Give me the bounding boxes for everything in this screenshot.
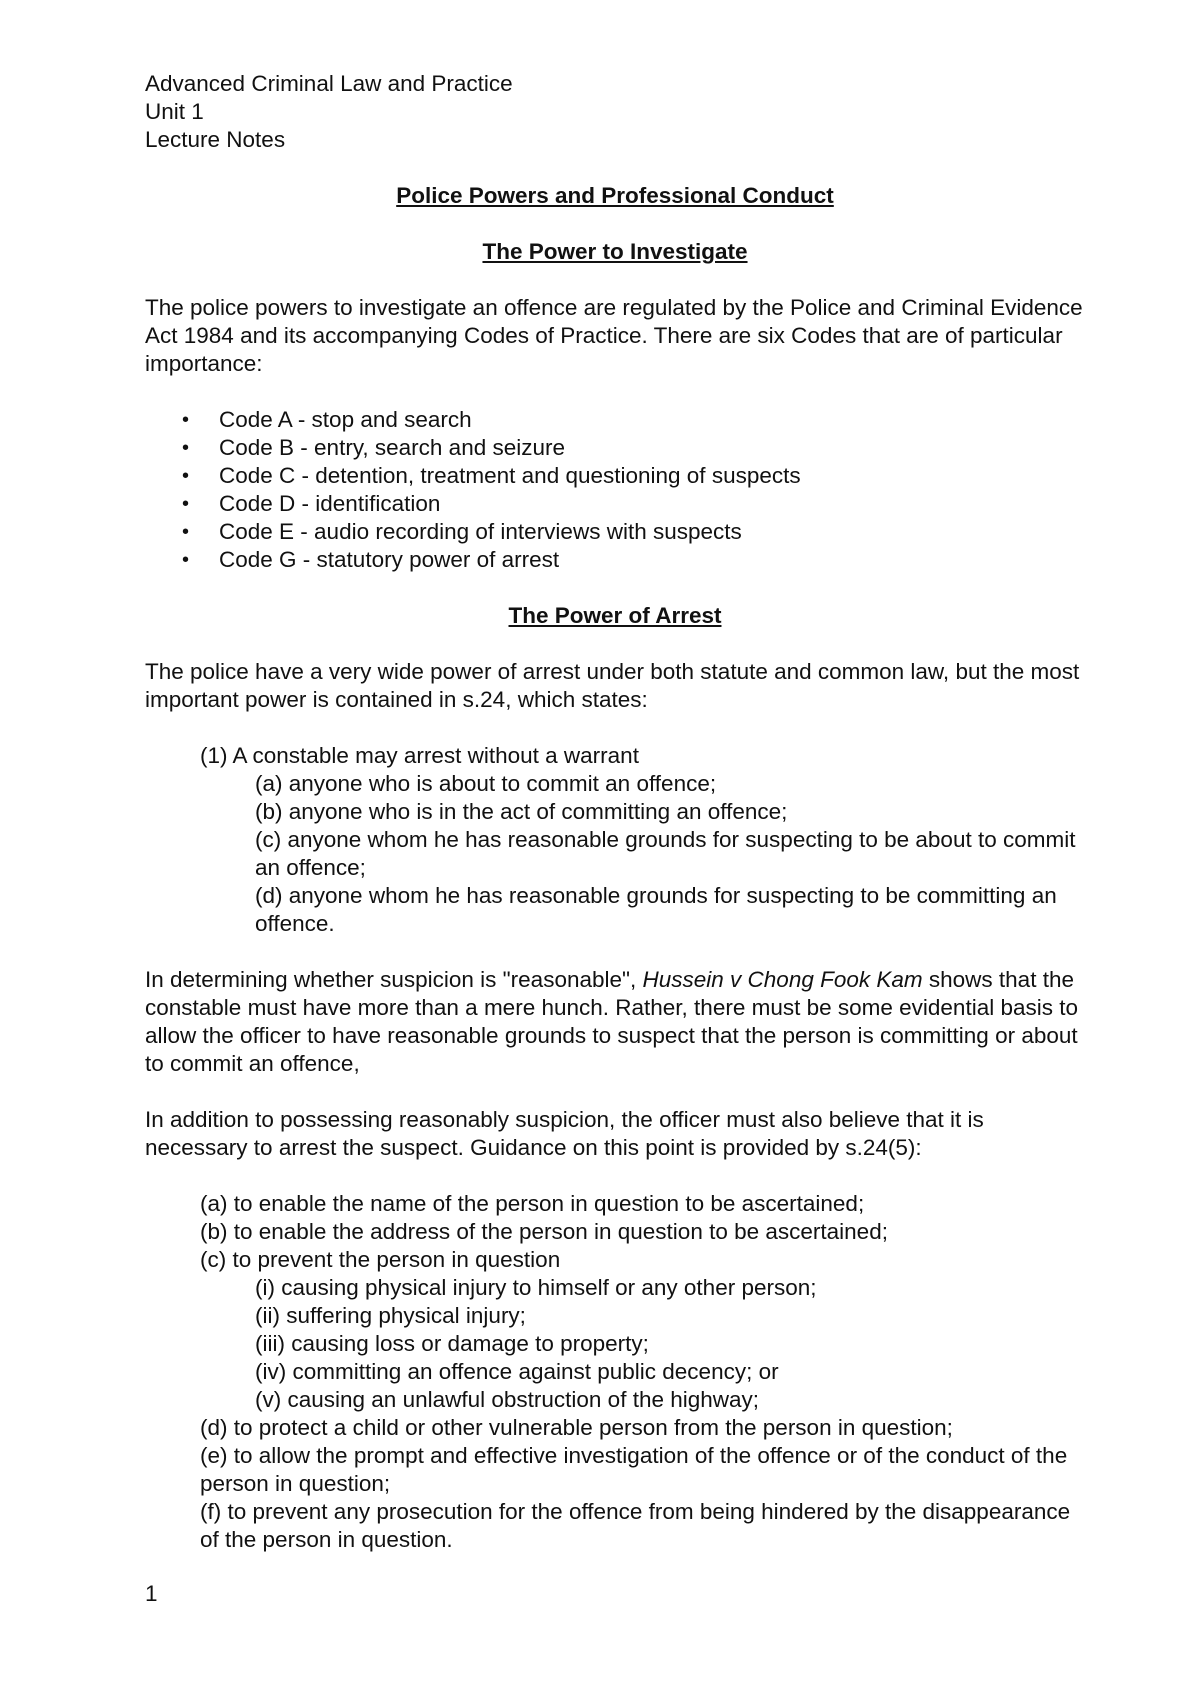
document-header xyxy=(145,70,1085,154)
list-item: • Code B - entry, search and seizure xyxy=(182,435,566,460)
page-number: 1 xyxy=(145,1581,158,1606)
list-item: (iii) causing loss or damage to property; xyxy=(255,1331,649,1356)
list-item: (a) to enable the name of the person in question to be ascertained; xyxy=(200,1191,865,1216)
arrest-intro: The police have a very wide power of arrest under both statute and common law, but the most important power is contained in s.24, which states: xyxy=(145,659,1080,712)
page-title: Police Powers and Professional Conduct xyxy=(396,183,834,208)
list-item: (i) causing physical injury to himself or any other person; xyxy=(255,1275,817,1300)
list-item: • Code E - audio recording of interviews with suspects xyxy=(182,519,742,544)
list-item: (d) anyone whom he has reasonable grounds for suspecting to be committing an offence. xyxy=(255,883,1057,936)
list-item: (b) anyone who is in the act of committing an offence; xyxy=(255,799,788,824)
course-title: Advanced Criminal Law and Practice xyxy=(145,71,513,96)
list-item: (a) anyone who is about to commit an offence; xyxy=(255,771,717,796)
list-item: • Code A - stop and search xyxy=(182,407,472,432)
notes-type: Lecture Notes xyxy=(145,127,286,152)
bullet-icon: • xyxy=(182,493,190,515)
codes-list xyxy=(145,406,1085,574)
list-item: (f) to prevent any prosecution for the offence from being hindered by the disappearance of the person in question. xyxy=(200,1499,1071,1552)
bullet-icon: • xyxy=(182,437,190,459)
document-page xyxy=(145,70,1085,1582)
s24-1-quote xyxy=(145,742,1085,938)
bullet-icon: • xyxy=(182,549,190,571)
list-item: (c) to prevent the person in question xyxy=(200,1247,561,1272)
list-item: • Code D - identification xyxy=(182,491,441,516)
case-name: Hussein v Chong Fook Kam xyxy=(642,967,923,992)
bullet-icon: • xyxy=(182,409,190,431)
unit-label: Unit 1 xyxy=(145,99,204,124)
section-heading-investigate: The Power to Investigate xyxy=(482,239,748,264)
bullet-icon: • xyxy=(182,521,190,543)
list-item: (d) to protect a child or other vulnerable person from the person in question; xyxy=(200,1415,953,1440)
list-item: (v) causing an unlawful obstruction of the highway; xyxy=(255,1387,760,1412)
s24-1-lead: (1) A constable may arrest without a warrant xyxy=(200,743,639,768)
investigate-intro: The police powers to investigate an offence are regulated by the Police and Criminal Evidence Act 1984 and its accompanying Codes of Practice. There are six Codes that are of particular importance: xyxy=(145,295,1083,376)
section-heading-arrest: The Power of Arrest xyxy=(508,603,722,628)
s24-5-list xyxy=(145,1190,1085,1554)
list-item: (b) to enable the address of the person in question to be ascertained; xyxy=(200,1219,888,1244)
list-item: (c) anyone whom he has reasonable grounds for suspecting to be about to commit an offence; xyxy=(255,827,1076,880)
list-item: (iv) committing an offence against public decency; or xyxy=(255,1359,779,1384)
list-item: • Code G - statutory power of arrest xyxy=(182,547,560,572)
bullet-icon: • xyxy=(182,465,190,487)
list-item: (ii) suffering physical injury; xyxy=(255,1303,526,1328)
list-item: (e) to allow the prompt and effective investigation of the offence or of the conduct of the person in question; xyxy=(200,1443,1068,1496)
necessity-paragraph: In addition to possessing reasonably suspicion, the officer must also believe that it is necessary to arrest the suspect. Guidance on this point is provided by s.24(5): xyxy=(145,1107,984,1160)
list-item: • Code C - detention, treatment and questioning of suspects xyxy=(182,463,801,488)
reasonable-suspicion-paragraph: In determining whether suspicion is "reasonable", Hussein v Chong Fook Kam shows that the constable must have more than a mere hunch. Rather, there must be some evidential basis to allow the officer to have reasonable grounds to suspect that the person is committing or about to commit an offence, xyxy=(145,967,1079,1076)
